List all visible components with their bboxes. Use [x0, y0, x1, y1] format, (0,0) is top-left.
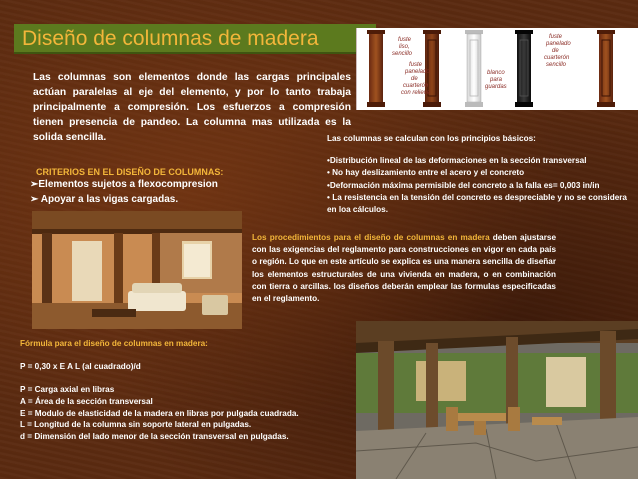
formula-block [20, 338, 330, 442]
column-solid [367, 30, 385, 107]
svg-text:de: de [552, 48, 559, 54]
procedimientos-highlight: Los procedimientos para el diseño de columnas en madera [252, 233, 490, 242]
formula-definition: A = Área de la sección transversal [20, 396, 153, 406]
formula-expression: P = 0,30 x E A L (al cuadrado)/d [20, 362, 141, 372]
svg-text:cuarterón: cuarterón [403, 83, 429, 89]
procedimientos-text: deben ajustarse con las exigencias del reglamento para construcciones en vigor en cada país o región. Lo que en este artículo se explica es una manera sencilla de diseñar los elementos estructurales de una vivienda en madera, o en combinación con tierra o arcillas. los diseños deberán emplear las formulas especificadas en el reglamento. [252, 233, 556, 304]
columns-illustration [356, 28, 638, 110]
intro-paragraph: Las columnas son elementos donde las cargas principales actúan paralelas al eje del elemento, y por lo tanto trabaja principalmente a compresión. Los esfuerzos a compresión tienen presencia de pandeo. La columna mas utilizada es la solida sencilla. [33, 72, 351, 143]
column-paneled-simple-label [544, 34, 571, 68]
formula-definition: d = Dimensión del lado menor de la sección transversal en pulgadas. [20, 431, 289, 441]
svg-text:fuste: fuste [409, 62, 423, 68]
porch-photo [356, 321, 638, 479]
svg-text:sencillo: sencillo [392, 51, 413, 57]
criterio-item: ➢ Apoyar a las vigas cargadas. [30, 194, 179, 205]
criterios-heading: CRITERIOS EN EL DISEÑO DE COLUMNAS: [36, 167, 224, 177]
interior-photo [32, 211, 242, 329]
check-arrow-icon: ➢ [30, 194, 39, 205]
svg-text:liso,: liso, [399, 44, 410, 50]
principle-item: •Deformación máxima permisible del concreto a la falla es= 0,003 in/in [327, 180, 600, 190]
criterios-list [30, 177, 218, 207]
svg-text:panelado: panelado [546, 41, 571, 47]
svg-text:panelado: panelado [405, 69, 430, 75]
principle-item: •Distribución lineal de las deformaciones en la sección transversal [327, 156, 587, 166]
svg-text:de: de [411, 76, 418, 82]
svg-text:fuste: fuste [549, 34, 563, 40]
svg-text:para: para [490, 77, 503, 83]
formula-definition: E = Modulo de elasticidad de la madera en libras por pulgada cuadrada. [20, 408, 299, 418]
criterio-item: ➢Elementos sujetos a flexocompresion [30, 179, 218, 190]
svg-text:fuste: fuste [398, 37, 412, 43]
slide-title: Diseño de columnas de madera [14, 24, 376, 54]
procedimientos-paragraph [252, 232, 556, 305]
principles-list [327, 155, 627, 216]
principle-item: • No hay deslizamiento entre el acero y el concreto [327, 168, 525, 178]
formula-definition: L = Longitud de la columna sin soporte lateral en pulgadas. [20, 420, 252, 430]
svg-text:sencillo: sencillo [546, 62, 567, 68]
principles-heading: Las columnas se calculan con los principios básicos: [327, 134, 536, 143]
svg-text:blanco: blanco [487, 70, 505, 76]
principle-item: • La resistencia en la tensión del concreto es despreciable y no se considera en loa cálculos. [327, 192, 627, 215]
column-solid-label [392, 37, 413, 57]
formula-definition: P = Carga axial en libras [20, 385, 115, 395]
check-arrow-icon: ➢ [30, 179, 39, 190]
svg-text:cuarterón: cuarterón [544, 55, 570, 61]
formula-heading: Fórmula para el diseño de columnas en madera: [20, 339, 208, 348]
svg-text:guardas: guardas [485, 84, 507, 90]
svg-text:con relieve: con relieve [401, 90, 431, 96]
principles-block [327, 133, 627, 216]
column-white-label [485, 70, 507, 90]
column-paneled-simple [597, 30, 615, 107]
column-black [515, 30, 533, 107]
column-white [465, 30, 483, 107]
